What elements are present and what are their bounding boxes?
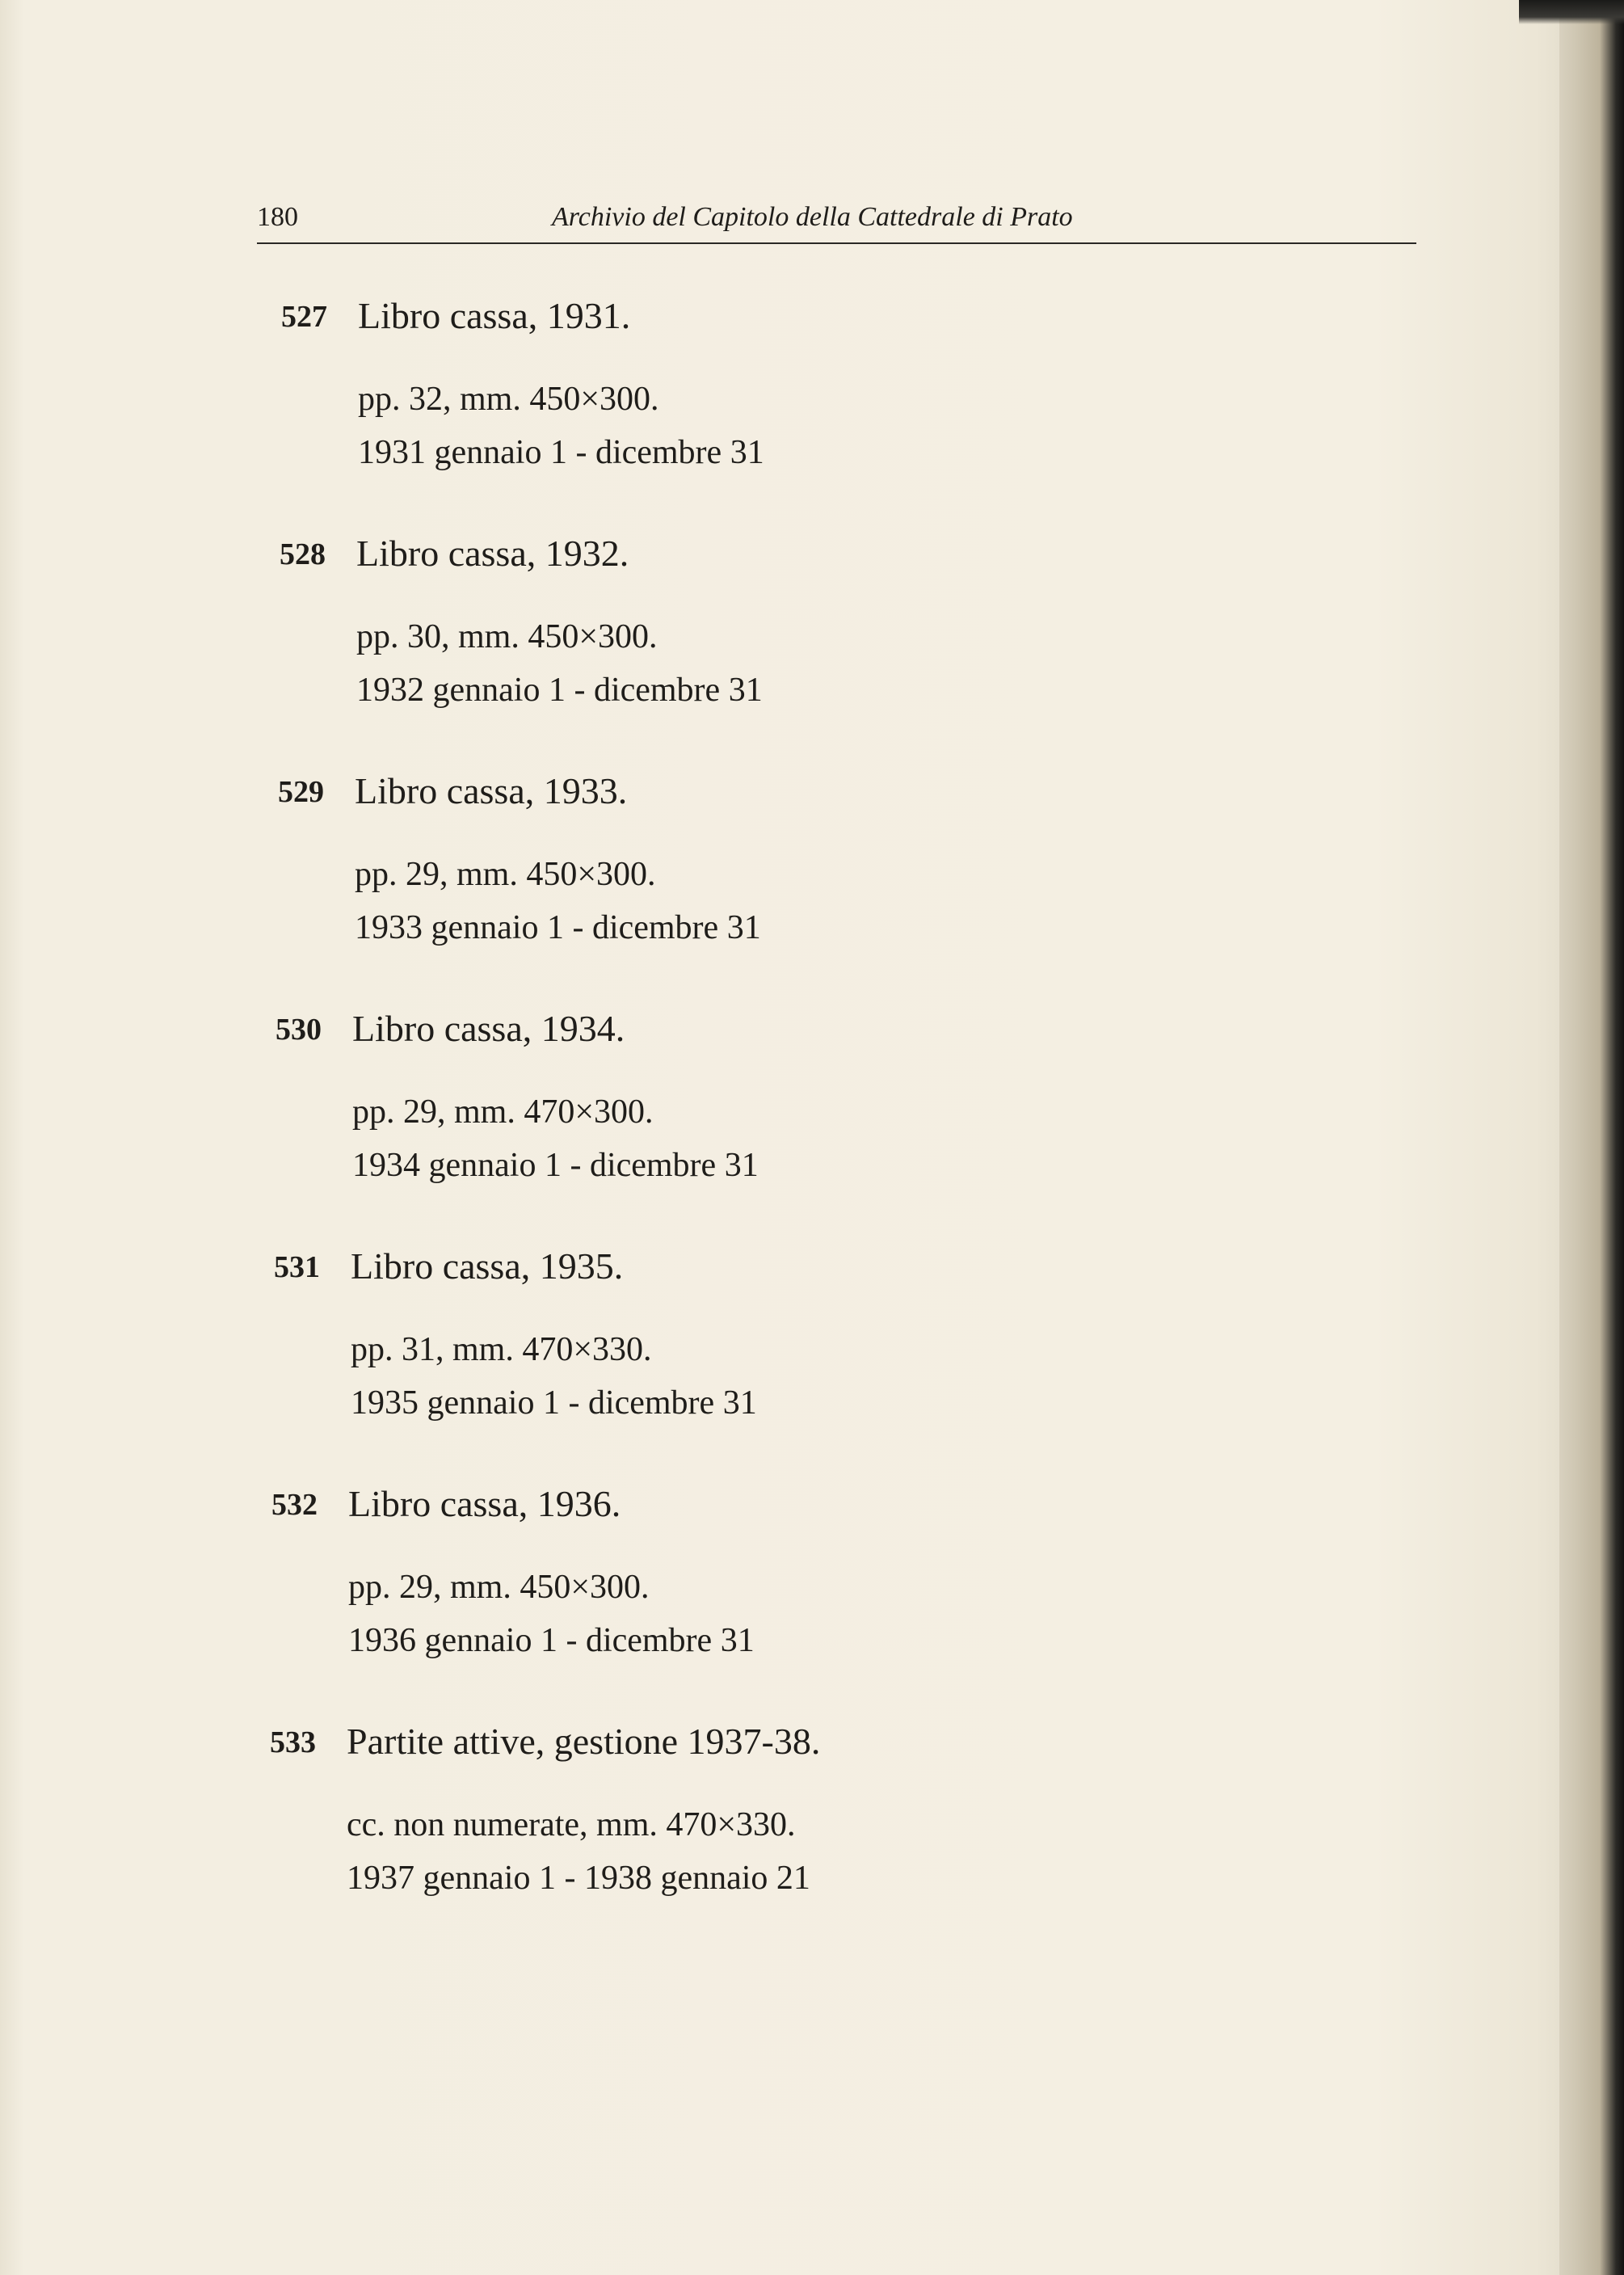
- entry-number: 529: [278, 775, 324, 809]
- entry-title: Libro cassa, 1936.: [348, 1483, 621, 1524]
- entry-dates: 1935 gennaio 1 - dicembre 31: [351, 1384, 757, 1422]
- entry-dates: 1933 gennaio 1 - dicembre 31: [355, 909, 761, 946]
- entry-description: pp. 29, mm. 470×300.: [352, 1093, 654, 1131]
- entry-dates: 1937 gennaio 1 - 1938 gennaio 21: [347, 1860, 810, 1897]
- entry-title: Libro cassa, 1935.: [351, 1245, 624, 1287]
- entry-title: Libro cassa, 1933.: [355, 770, 628, 811]
- entry-dates: 1936 gennaio 1 - dicembre 31: [348, 1622, 755, 1659]
- entry-description: cc. non numerate, mm. 470×330.: [347, 1806, 796, 1843]
- entry-description: pp. 32, mm. 450×300.: [358, 381, 659, 418]
- entry-dates: 1934 gennaio 1 - dicembre 31: [352, 1147, 759, 1184]
- running-title: Archivio del Capitolo della Cattedrale di Prato: [552, 202, 1073, 232]
- catalog-entry: [0, 295, 1050, 493]
- page-corner-shadow: [1519, 0, 1624, 24]
- entry-number: 531: [274, 1250, 320, 1284]
- catalog-entry: [0, 770, 1050, 968]
- catalog-entry: [0, 1245, 1050, 1443]
- entry-title: Partite attive, gestione 1937-38.: [347, 1721, 821, 1762]
- page-number: 180: [257, 202, 298, 232]
- entry-title: Libro cassa, 1931.: [358, 295, 631, 336]
- book-gutter: [1559, 0, 1624, 2275]
- entry-number: 528: [280, 537, 326, 571]
- catalog-entry: [0, 1721, 1050, 1919]
- entry-number: 533: [270, 1725, 316, 1759]
- entry-title: Libro cassa, 1932.: [356, 533, 629, 574]
- entry-description: pp. 29, mm. 450×300.: [355, 856, 656, 893]
- entry-number: 532: [271, 1488, 318, 1522]
- entry-title: Libro cassa, 1934.: [352, 1008, 625, 1049]
- entry-dates: 1931 gennaio 1 - dicembre 31: [358, 434, 764, 471]
- entry-description: pp. 30, mm. 450×300.: [356, 618, 658, 655]
- catalog-entry: [0, 1483, 1050, 1681]
- page-header: [257, 194, 1416, 234]
- entry-description: pp. 29, mm. 450×300.: [348, 1569, 650, 1606]
- entry-dates: 1932 gennaio 1 - dicembre 31: [356, 672, 763, 709]
- header-rule: [257, 242, 1416, 244]
- catalog-entry: [0, 533, 1050, 731]
- entry-description: pp. 31, mm. 470×330.: [351, 1331, 652, 1368]
- entry-number: 527: [281, 300, 327, 334]
- entry-number: 530: [276, 1013, 322, 1047]
- catalog-entry: [0, 1008, 1050, 1206]
